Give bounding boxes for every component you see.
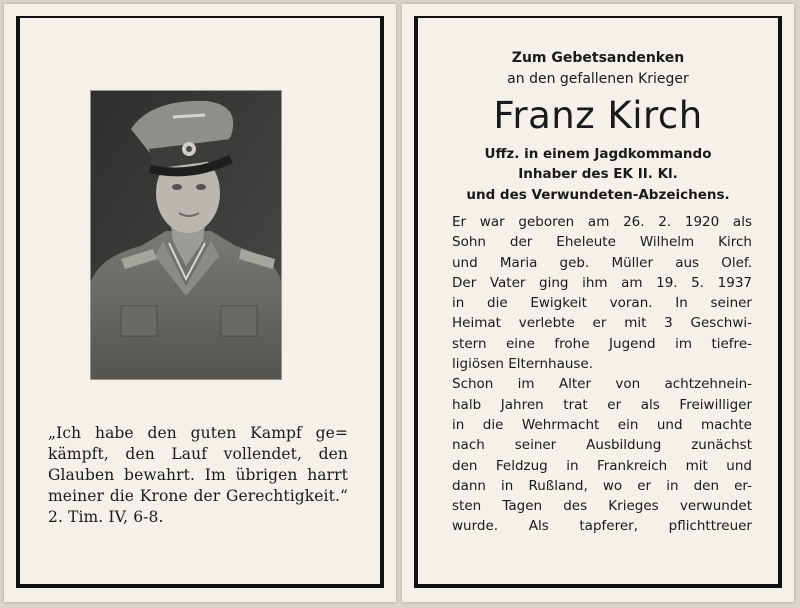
bio-line: Der Vater ging ihm am 19. 5. 1937: [452, 274, 752, 291]
dedication-line-1: Zum Gebetsandenken: [511, 50, 685, 66]
deceased-name: Franz Kirch: [493, 94, 703, 137]
bible-quote: [48, 423, 348, 528]
bio-line: Heimat verlebte er mit 3 Geschwi-: [452, 315, 752, 332]
quote-line-1: „Ich habe den guten Kampf ge=: [48, 424, 348, 442]
left-card: [4, 4, 396, 602]
bio-line: wurde. Als tapferer, pflichttreuer: [452, 518, 752, 535]
bio-line: sten Tagen des Krieges verwundet: [452, 498, 752, 515]
quote-line-4: meiner die Krone der Gerechtigkeit.“: [48, 487, 348, 505]
dedication-line-2: an den gefallenen Krieger: [507, 71, 689, 87]
biography: [452, 212, 752, 537]
bio-line: Er war geboren am 26. 2. 1920 als: [452, 214, 752, 230]
bio-line: in die Wehrmacht ein und machte: [452, 416, 752, 433]
rank-line-2: Inhaber des EK II. Kl.: [518, 166, 678, 182]
bio-line: halb Jahren trat er als Freiwilliger: [452, 396, 752, 413]
bio-line: dann in Rußland, wo er in den er-: [452, 477, 752, 494]
bio-line: Sohn der Eheleute Wilhelm Kirch: [452, 234, 752, 251]
bio-line: und Maria geb. Müller aus Olef.: [452, 254, 752, 271]
bio-line: Schon im Alter von achtzehnein-: [452, 376, 752, 393]
bio-line: in die Ewigkeit voran. In seiner: [452, 295, 752, 312]
quote-line-2: kämpft, den Lauf vollendet, den: [48, 445, 348, 463]
bio-line: stern eine frohe Jugend im tiefre-: [452, 335, 752, 352]
bio-line: nach seiner Ausbildung zunächst: [452, 437, 752, 454]
quote-line-3: Glauben bewahrt. Im übrigen harrt: [48, 466, 348, 484]
quote-reference: 2. Tim. IV, 6-8.: [48, 508, 164, 526]
right-card: [402, 4, 794, 602]
bio-line: den Feldzug in Frankreich mit und: [452, 457, 752, 474]
soldier-portrait-icon: [91, 91, 281, 379]
bio-line: ligiösen Elternhause.: [452, 356, 594, 373]
rank-line-1: Uffz. in einem Jagdkommando: [484, 146, 712, 162]
rank-line-3: und des Verwundeten-Abzeichens.: [466, 187, 730, 203]
soldier-portrait-photo: [90, 90, 282, 380]
